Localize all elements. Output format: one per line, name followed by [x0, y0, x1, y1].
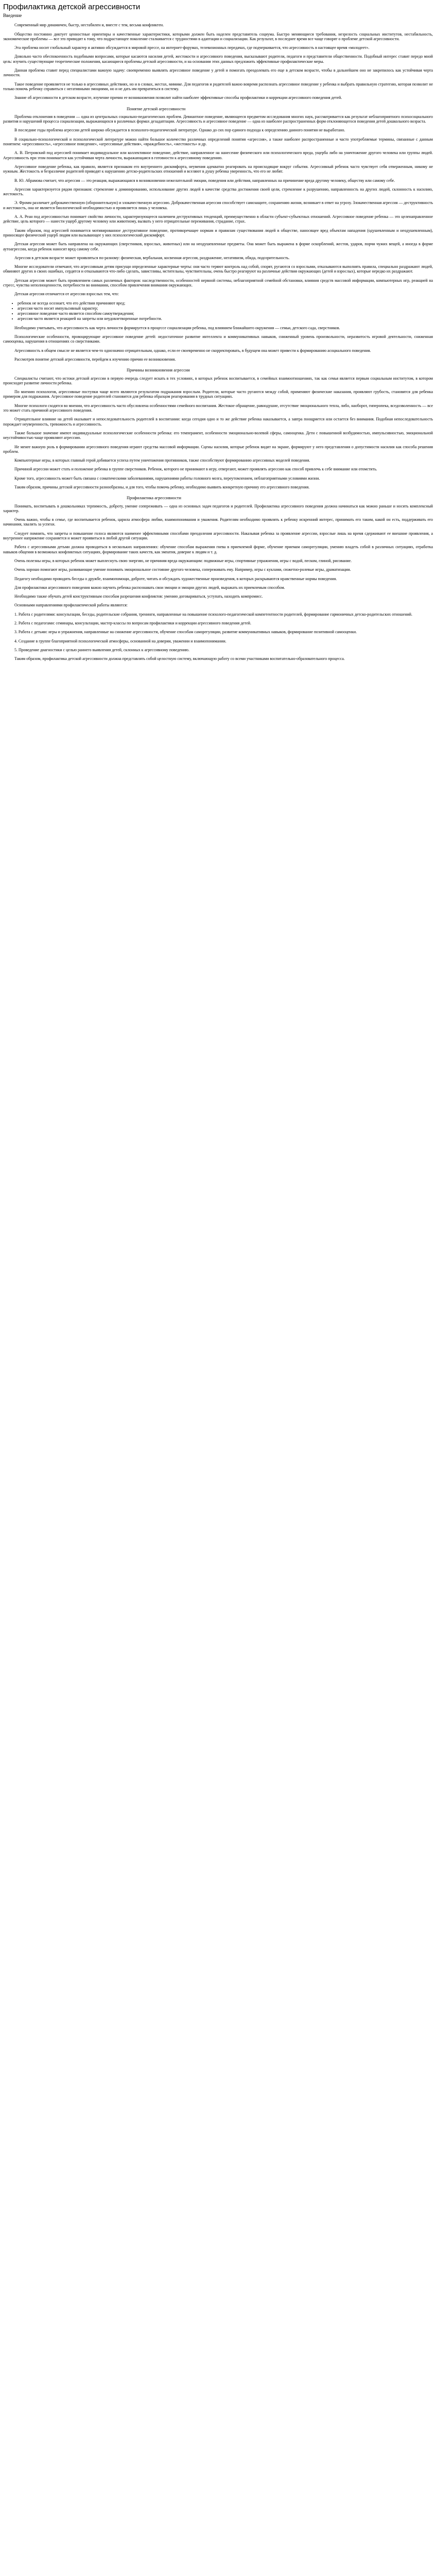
list-item: • агрессия часто носит импульсивный характер;: [18, 306, 433, 311]
section-paragraph: Детская агрессия может быть направлена на окружающих (сверстников, взрослых, животных) или на неодушевленные предметы. Она может быть выражена в форме оскорблений, жестов, ударов, порчи чужих вещей, а иногда в форме аутоагрессии, когда ребенок наносит вред самому себе.: [3, 242, 433, 251]
bullet-list: [3, 612, 433, 652]
section-paragraph: Психологические особенности, провоцирующие агрессивное поведение детей: недостаточное развитие интеллекта и коммуникативных навыков, сниженный уровень произвольности, неразвитость игровой деятельности, сниженная самооценка, нарушения в отношениях со сверстниками.: [3, 334, 433, 344]
intro-paragraph: Современный мир динамичен, быстр, нестабилен и, вместе с тем, весьма конфликтен.: [14, 23, 164, 28]
section: [3, 496, 433, 661]
section-paragraph: В последние годы проблема агрессии детей широко обсуждается в психолого-педагогической литературе. Однако до сих пор единого подхода к определению данного понятия не выработано.: [14, 128, 345, 133]
list-item: 3. Работа с детьми: игры и упражнения, направленные на снижение агрессивности, обучение способам саморегуляции, развитие коммуникативных навыков, формирование позитивной самооценки.: [14, 630, 357, 635]
intro-paragraph: Довольно часто обеспокоенность подобными вопросами, которые касаются насилия детей, жестокости и агрессивного поведения, высказывают родители, педагоги и представители общественности. Подобный интерес ставит передо мной цель: изучить существующие теоретические положения, касающиеся проблемы детской агрессивности, и на основании этих данных предложить эффективные профилактические меры.: [3, 54, 433, 64]
list-item: 1. Работа с родителями: консультации, беседы, родительские собрания, тренинги, направленные на повышение психолого-педагогической компетентности родителей, формирование гармоничных детско-родительских отношений.: [14, 612, 412, 617]
sections-container: [3, 107, 433, 662]
list-item: • агрессия часто является реакцией на запреты или неудовлетворенные потребности.: [18, 316, 433, 321]
section: [3, 368, 433, 489]
section-paragraph: Таким образом, под агрессией понимается мотивированное деструктивное поведение, противоречащее нормам и правилам существования людей в обществе, наносящее вред объектам нападения (одушевленным и неодушевленным), приносящее физический ущерб людям или вызывающее у них психологический дискомфорт.: [3, 228, 433, 238]
section-paragraph: Необходимо также обучать детей конструктивным способам разрешения конфликтов: умению договариваться, уступать, находить компромисс.: [14, 594, 263, 599]
section-paragraph: Агрессия характеризуется рядом признаков: стремление к доминированию, использование других людей в качестве средства достижения своей цели, стремление к разрушению, направленность на других людей, склонность к насилию, жестокость.: [3, 187, 433, 197]
section-paragraph: Работа с агрессивными детьми должна проводиться в нескольких направлениях: обучение способам выражения гнева в приемлемой форме, обучение приемам саморегуляции, умению владеть собой в различных ситуациях, отработка навыков общения в возможных конфликтных ситуациях, формирование таких качеств, как эмпатия, доверие к людям и т. д.: [3, 545, 433, 554]
section-paragraph: В. Ю. Абрамова считает, что агрессия — это реакция, выражающаяся в возникновении нежелательной эмоции, поведения или действия, направленных на причинение вреда другому человеку, обществу или самому себе.: [14, 178, 395, 183]
section-paragraph: В социально-психологической и психологической литературе можно найти большое количество различных определений понятия «агрессия», а также наиболее распространенные и часто употребляемые термины, связанные с данным понятием: «агрессивность», «агрессивное поведение», «агрессивные действия», «враждебность», «жестокость» и др.: [3, 137, 433, 147]
list-item: • агрессивное поведение часто является способом самоутверждения;: [18, 311, 433, 316]
section-paragraph: Детская агрессия может быть проявлением самых различных факторов: наследственности, особенностей нервной системы, неблагоприятной семейной обстановки, влияния средств массовой информации, компьютерных игр, реакцией на стресс, чувства неполноценности, потребности во внимании, способом привлечения внимания окружающих.: [3, 278, 433, 287]
section-paragraph: Агрессивное поведение ребенка, как правило, является признаком его внутреннего дискомфорта, неумения адекватно реагировать на происходящие вокруг события. Агрессивный ребенок часто чувствует себя отверженным, никому не нужным. Жестокость и безразличие родителей приводят к нарушению детско-родительских отношений и вселяют в душу ребенка уверенность, что его не любят.: [3, 164, 433, 174]
section-paragraph: Агрессия в детском возрасте может проявляться по-разному: физическая, вербальная, косвенная агрессия, раздражение, негативизм, обида, подозрительность.: [14, 255, 290, 260]
section-paragraph: Для профилактики агрессивного поведения важно научить ребенка распознавать свои эмоции и эмоции других людей, выражать их приемлемым способом.: [14, 585, 285, 590]
section-paragraph: Проблема отклонения в поведении — одна из центральных социально-педагогических проблем. Девиантное поведение, являющееся предметом исследования многих наук, рассматривается как результат неблагоприятного психосоциального развития и нарушений процесса социализации, выражающихся в различных формах дезадаптации. Агрессивность и агрессивное поведение — одна из наиболее распространенных форм отклоняющегося поведения детей дошкольного возраста.: [3, 114, 433, 124]
section-paragraph: Кроме того, агрессивность может быть связана с соматическими заболеваниями, нарушениями работы головного мозга, переутомлением, неблагоприятными условиями жизни.: [14, 476, 320, 481]
intro-heading: Введение: [3, 13, 22, 18]
list-item: 2. Работа с педагогами: семинары, консультации, мастер-классы по вопросам профилактики и коррекции агрессивного поведения детей.: [14, 621, 251, 626]
section-paragraph: Агрессивность в общем смысле не является чем-то однозначно отрицательным, однако, если ее своевременно не скорректировать, в будущем она может привести к формированию асоциального поведения.: [14, 348, 371, 353]
list-item: 5. Проведение диагностики с целью раннего выявления детей, склонных к агрессивному поведению.: [14, 647, 189, 652]
section-paragraph: Педагогу необходимо проводить беседы о дружбе, взаимопомощи, доброте, читать и обсуждать художественные произведения, в которых раскрываются нравственные нормы поведения.: [14, 576, 337, 581]
section-paragraph: Очень важно, чтобы в семье, где воспитывается ребенок, царила атмосфера любви, взаимопонимания и уважения. Родителям необходимо проявлять к ребенку искренний интерес, принимать его таким, какой он есть, поддерживать его начинания, хвалить за успехи.: [3, 517, 433, 527]
section-paragraph: А. А. Реан под агрессивностью понимает свойство личности, характеризующееся наличием деструктивных тенденций, преимущественно в области субъект-субъектных отношений. Агрессивное поведение ребенка — это целенаправленное действие, цель которого — нанести ущерб другому человеку или животному, вызвать у него отрицательные переживания, страдание, страх.: [3, 214, 433, 224]
section-paragraph: Э. Фромм различает доброкачественную (оборонительную) и злокачественную агрессию. Доброкачественная агрессия способствует самозащите, сохранению жизни, возникает в ответ на угрозу. Злокачественная агрессия — деструктивность и жестокость, она не является биологической необходимостью и проявляется лишь у человека.: [3, 200, 433, 210]
section-paragraph: Понимать, воспитывать в дошкольниках терпимость, доброту, умение сопереживать — одна из основных задач педагогов и родителей. Профилактика агрессивного поведения должна начинаться как можно раньше и носить комплексный характер.: [3, 503, 433, 513]
section-paragraph: По мнению психологов, агрессивные поступки чаще всего являются результатом подражания взрослым. Родители, которые часто ругаются между собой, применяют физические наказания, проявляют грубость, становятся для ребенка примером для подражания. Агрессивное поведение родителей становится для ребенка образцом реагирования в трудных ситуациях.: [3, 389, 433, 399]
list-intro: Детская агрессия отличается от агрессии взрослых тем, что:: [14, 292, 119, 297]
section-heading: Профилактика агрессивности: [127, 496, 181, 501]
section-heading: Понятие детской агрессивности: [127, 106, 186, 111]
page-title: Профилактика детской агрессивности: [3, 3, 141, 11]
section-paragraph: Рассмотрев понятие детской агрессивности, перейдем к изучению причин ее возникновения.: [14, 357, 176, 362]
intro-paragraph: Знание об агрессивности в детском возрасте, изучение причин ее возникновения позволит найти наиболее эффективные способы профилактики и коррекции агрессивного поведения детей.: [14, 95, 342, 100]
section-paragraph: Следует помнить, что запреты и повышение голоса являются наименее эффективными способами преодоления агрессивности. Наказывая ребенка за проявление агрессии, взрослые лишь на время сдерживают ее внешние проявления, а внутреннее напряжение сохраняется и может проявиться в любой другой ситуации.: [3, 531, 433, 541]
section-paragraph: Таким образом, причины детской агрессивности разнообразны, и для того, чтобы помочь ребенку, необходимо выявить конкретную причину его агрессивного поведения.: [14, 485, 310, 489]
intro-section: [3, 23, 433, 100]
section-paragraph: Причиной агрессии может стать и положение ребенка в группе сверстников. Ребенок, которого не принимают в игру, отвергают, может проявлять агрессию как способ привлечь к себе внимание или отомстить.: [14, 467, 377, 472]
section-paragraph: А. В. Петровский под агрессией понимает индивидуальное или коллективное поведение, действие, направленное на нанесение физического или психологического вреда, ущерба либо на уничтожение другого человека или группы людей. Агрессивность при этом понимается как устойчивая черта личности, выражающаяся в готовности к агрессивному поведению.: [3, 150, 433, 160]
section-paragraph: Многие психологи сходятся во мнении, что агрессивность часто обусловлена особенностями семейного воспитания. Жестокое обращение, равнодушие, отсутствие эмоционального тепла, либо, наоборот, гиперопека, вседозволенность — все это может стать причиной агрессивного поведения.: [3, 403, 433, 413]
section-paragraph: Специалисты считают, что истоки детской агрессии в первую очередь следует искать в тех условиях, в которых ребенок воспитывается, в семейных взаимоотношениях, так как семья является первым социальным институтом, в котором происходит развитие личности ребенка.: [3, 376, 433, 385]
section-paragraph: Отрицательное влияние на детей оказывает и непоследовательность родителей в воспитании: когда сегодня одно и то же действие ребенка наказывается, а завтра поощряется или остается без внимания. Подобная непоследовательность порождает неуверенность, тревожность и агрессивность.: [3, 417, 433, 427]
section: [3, 107, 433, 362]
list-intro: Основными направлениями профилактической работы являются:: [14, 603, 128, 608]
intro-paragraph: Эта проблема носит глобальный характер и активно обсуждается в мировой прессе, на интернет-форумах, телевизионных передачах, где подчеркивается, что агрессивность в настоящее время «молодеет».: [14, 45, 370, 50]
intro-paragraph: Данная проблема ставит перед специалистами важную задачу: своевременно выявлять агрессивное поведение у детей и помогать преодолевать его еще в детском возрасте, чтобы в дальнейшем оно не закрепилось как устойчивая черта личности.: [3, 68, 433, 78]
section-paragraph: Также большое значение имеют индивидуальные психологические особенности ребенка: его темперамент, особенности эмоционально-волевой сферы, самооценка. Дети с повышенной возбудимостью, импульсивностью, эмоциональной неустойчивостью чаще проявляют агрессию.: [3, 430, 433, 440]
list-item: 4. Создание в группе благоприятной психологической атмосферы, основанной на доверии, уважении и взаимопонимании.: [14, 638, 226, 643]
section-paragraph: Таким образом, профилактика детской агрессивности должна представлять собой целостную систему, включающую работу со всеми участниками воспитательно-образовательного процесса.: [14, 656, 345, 662]
section-paragraph: Очень полезны игры, в которых ребенок может выплеснуть свою энергию, не причиняя вреда окружающим: подвижные игры, спортивные упражнения, игры с водой, песком, глиной, рисование.: [14, 558, 352, 563]
section-paragraph: Многие исследователи отмечают, что агрессивным детям присущи определенные характерные черты: они часто теряют контроль над собой, спорят, ругаются со взрослыми, отказываются выполнять правила, специально раздражают людей, обвиняют других в своих ошибках, сердятся и отказываются что-либо сделать, завистливы, мстительны, чувствительны, очень быстро реагируют на различные действия окружающих (детей и взрослых), которые нередко их раздражают.: [3, 264, 433, 274]
section-paragraph: Компьютерные игры, в которых главный герой добивается успеха путем уничтожения противников, также способствуют формированию агрессивных моделей поведения.: [14, 458, 310, 463]
section-heading: Причины возникновения агрессии: [127, 368, 190, 373]
intro-paragraph: Общество постоянно диктует ценностные ориентиры и качественные характеристики, которыми должен быть наделен представитель социума. Быстро меняющиеся требования, незрелость социальных институтов, нестабильность, экономические проблемы — все это приводит к тому, что подрастающее поколение сталкивается с трудностями в адаптации и социализации. Как результат, в последнее время все чаще говорят о проблеме детской агрессивности.: [3, 31, 433, 41]
section-paragraph: Очень хорошо помогают игры, развивающие умение понимать эмоциональное состояние другого человека, сопереживать ему. Например, игры с куклами, сюжетно-ролевые игры, драматизации.: [14, 567, 351, 572]
section-paragraph: Необходимо учитывать, что агрессивность как черта личности формируется в процессе социализации ребенка, под влиянием ближайшего окружения — семьи, детского сада, сверстников.: [14, 325, 340, 330]
bullet-list: [3, 301, 433, 321]
list-item: • ребенок не всегда осознает, что его действия причиняют вред;: [18, 301, 433, 306]
intro-paragraph: Такое поведение проявляется не только в агрессивных действиях, но и в словах, жестах, мимике. Для педагогов и родителей важно вовремя распознать агрессивное поведение у ребенка и выбрать правильную стратегию, которая позволит не только помочь ребенку справиться с негативными эмоциями, но и не дать им превратиться в систему.: [3, 81, 433, 91]
section-paragraph: Не менее важную роль в формировании агрессивного поведения играют средства массовой информации. Сцены насилия, которые ребенок видит на экране, формируют у него представления о допустимости насилия как способа решения проблем.: [3, 444, 433, 454]
